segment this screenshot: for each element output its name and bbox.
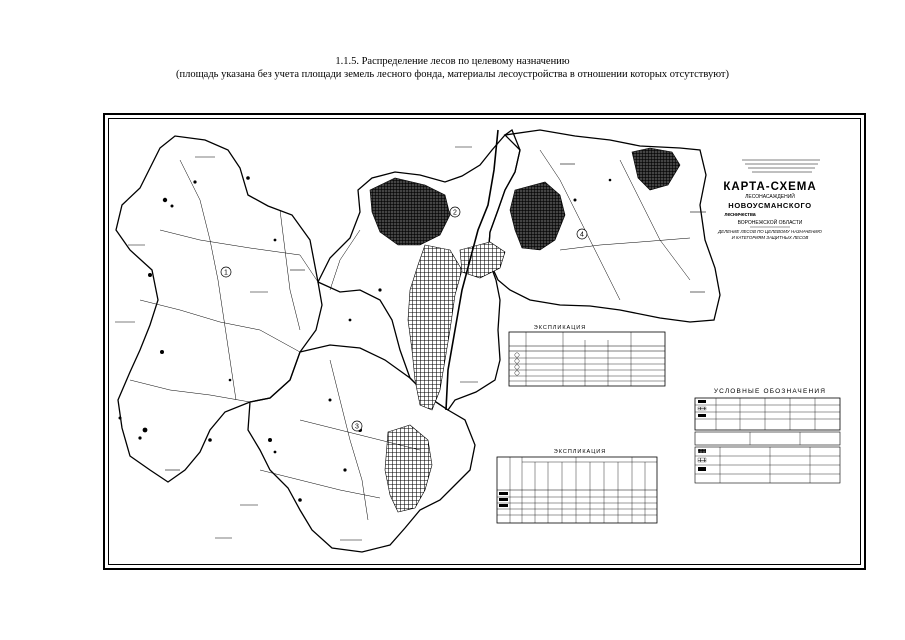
svg-text:3: 3 xyxy=(355,423,359,431)
forest-massif-south xyxy=(385,425,432,512)
svg-text:ЭКСПЛИКАЦИЯ: ЭКСПЛИКАЦИЯ xyxy=(533,325,587,331)
map-title: КАРТА-СХЕМА xyxy=(723,181,817,193)
forest-massif-north xyxy=(370,178,450,245)
svg-text:4: 4 xyxy=(580,231,584,239)
title-block xyxy=(717,156,830,240)
explication-table-1 xyxy=(509,325,665,386)
forest-massif-central xyxy=(408,245,462,410)
explication-table-2 xyxy=(497,449,657,523)
legend-block xyxy=(695,388,840,483)
forest-massif-east xyxy=(510,182,565,250)
svg-text:УСЛОВНЫЕ ОБОЗНАЧЕНИЯ: УСЛОВНЫЕ ОБОЗНАЧЕНИЯ xyxy=(713,388,827,395)
forestry-name: НОВОУСМАНСКОГО xyxy=(728,201,812,210)
svg-text:2: 2 xyxy=(453,209,457,217)
forestry-type: лесничества xyxy=(724,212,756,218)
legend-caption-2: И КАТЕГОРИЯМ ЗАЩИТНЫХ ЛЕСОВ xyxy=(731,235,809,240)
legend-caption-1: ДЕЛЕНИЕ ЛЕСОВ ПО ЦЕЛЕВОМУ НАЗНАЧЕНИЮ xyxy=(718,229,822,234)
region-name: ВОРОНЕЖСКОЙ ОБЛАСТИ xyxy=(737,220,803,226)
figure-subcaption: (площадь указана без учета площади земель лесного фонда, материалы лесоустройства в отношении которых отсутствуют) xyxy=(175,69,730,80)
map-subtitle: ЛЕСОНАСАЖДЕНИЙ xyxy=(745,194,795,200)
district-marker-1 xyxy=(221,267,231,277)
district-marker-2 xyxy=(450,207,460,217)
svg-text:1: 1 xyxy=(224,269,228,277)
forest-massif-northeast xyxy=(632,148,680,190)
district-marker-3 xyxy=(352,421,362,431)
district-marker-4 xyxy=(577,229,587,239)
svg-text:ЭКСПЛИКАЦИЯ: ЭКСПЛИКАЦИЯ xyxy=(553,449,607,455)
figure-caption: 1.1.5. Распределение лесов по целевому назначению xyxy=(335,56,570,67)
